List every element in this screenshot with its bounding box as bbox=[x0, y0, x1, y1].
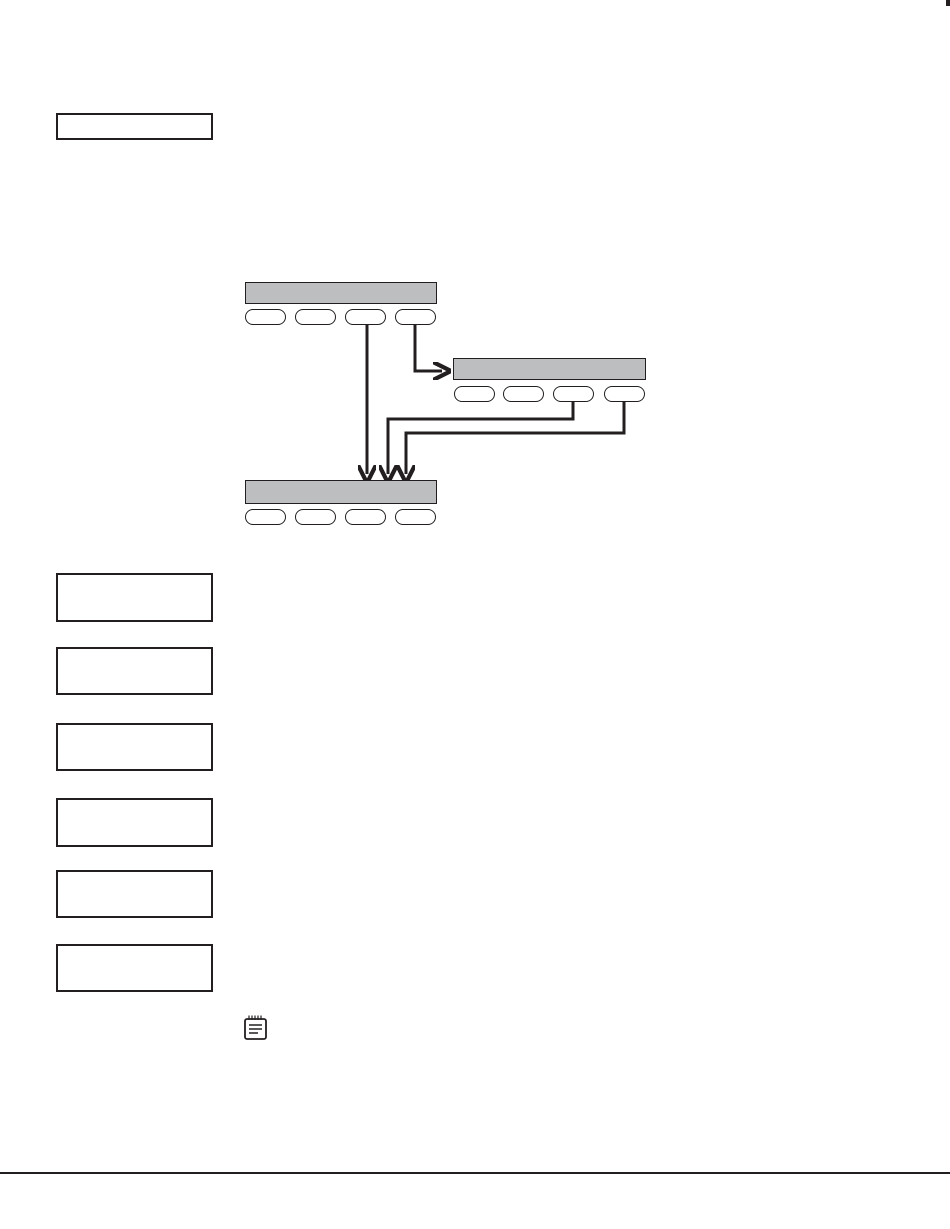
step-1-label-box bbox=[56, 573, 213, 622]
footer-rule bbox=[0, 1172, 950, 1174]
screen-b-softkey-2[interactable] bbox=[503, 386, 544, 402]
screen-b-display bbox=[453, 358, 646, 380]
step-6-label-box bbox=[56, 944, 213, 992]
screen-b-softkey-1[interactable] bbox=[454, 386, 495, 402]
screen-c-softkey-4[interactable] bbox=[395, 509, 436, 525]
step-4-label-box bbox=[56, 798, 213, 847]
screen-c-softkey-2[interactable] bbox=[295, 509, 336, 525]
screen-a-softkey-3[interactable] bbox=[345, 309, 386, 325]
screen-a-softkey-4[interactable] bbox=[395, 309, 436, 325]
step-2-label-box bbox=[56, 647, 213, 695]
screen-c-display bbox=[245, 480, 437, 504]
screen-b-softkey-3[interactable] bbox=[553, 386, 594, 402]
screen-a-display bbox=[245, 282, 437, 304]
step-5-label-box bbox=[56, 870, 213, 918]
arrow-b4-to-c bbox=[406, 402, 624, 474]
screen-a-softkey-1[interactable] bbox=[245, 309, 286, 325]
screen-b-softkey-4[interactable] bbox=[604, 386, 645, 402]
step-3-label-box bbox=[56, 723, 213, 771]
arrow-a4-to-b bbox=[415, 324, 442, 371]
notepad-icon bbox=[243, 1014, 269, 1041]
screen-c-softkey-1[interactable] bbox=[245, 509, 286, 525]
screen-a-softkey-2[interactable] bbox=[295, 309, 336, 325]
screen-c-softkey-3[interactable] bbox=[345, 509, 386, 525]
arrow-b3-to-c bbox=[388, 402, 573, 474]
